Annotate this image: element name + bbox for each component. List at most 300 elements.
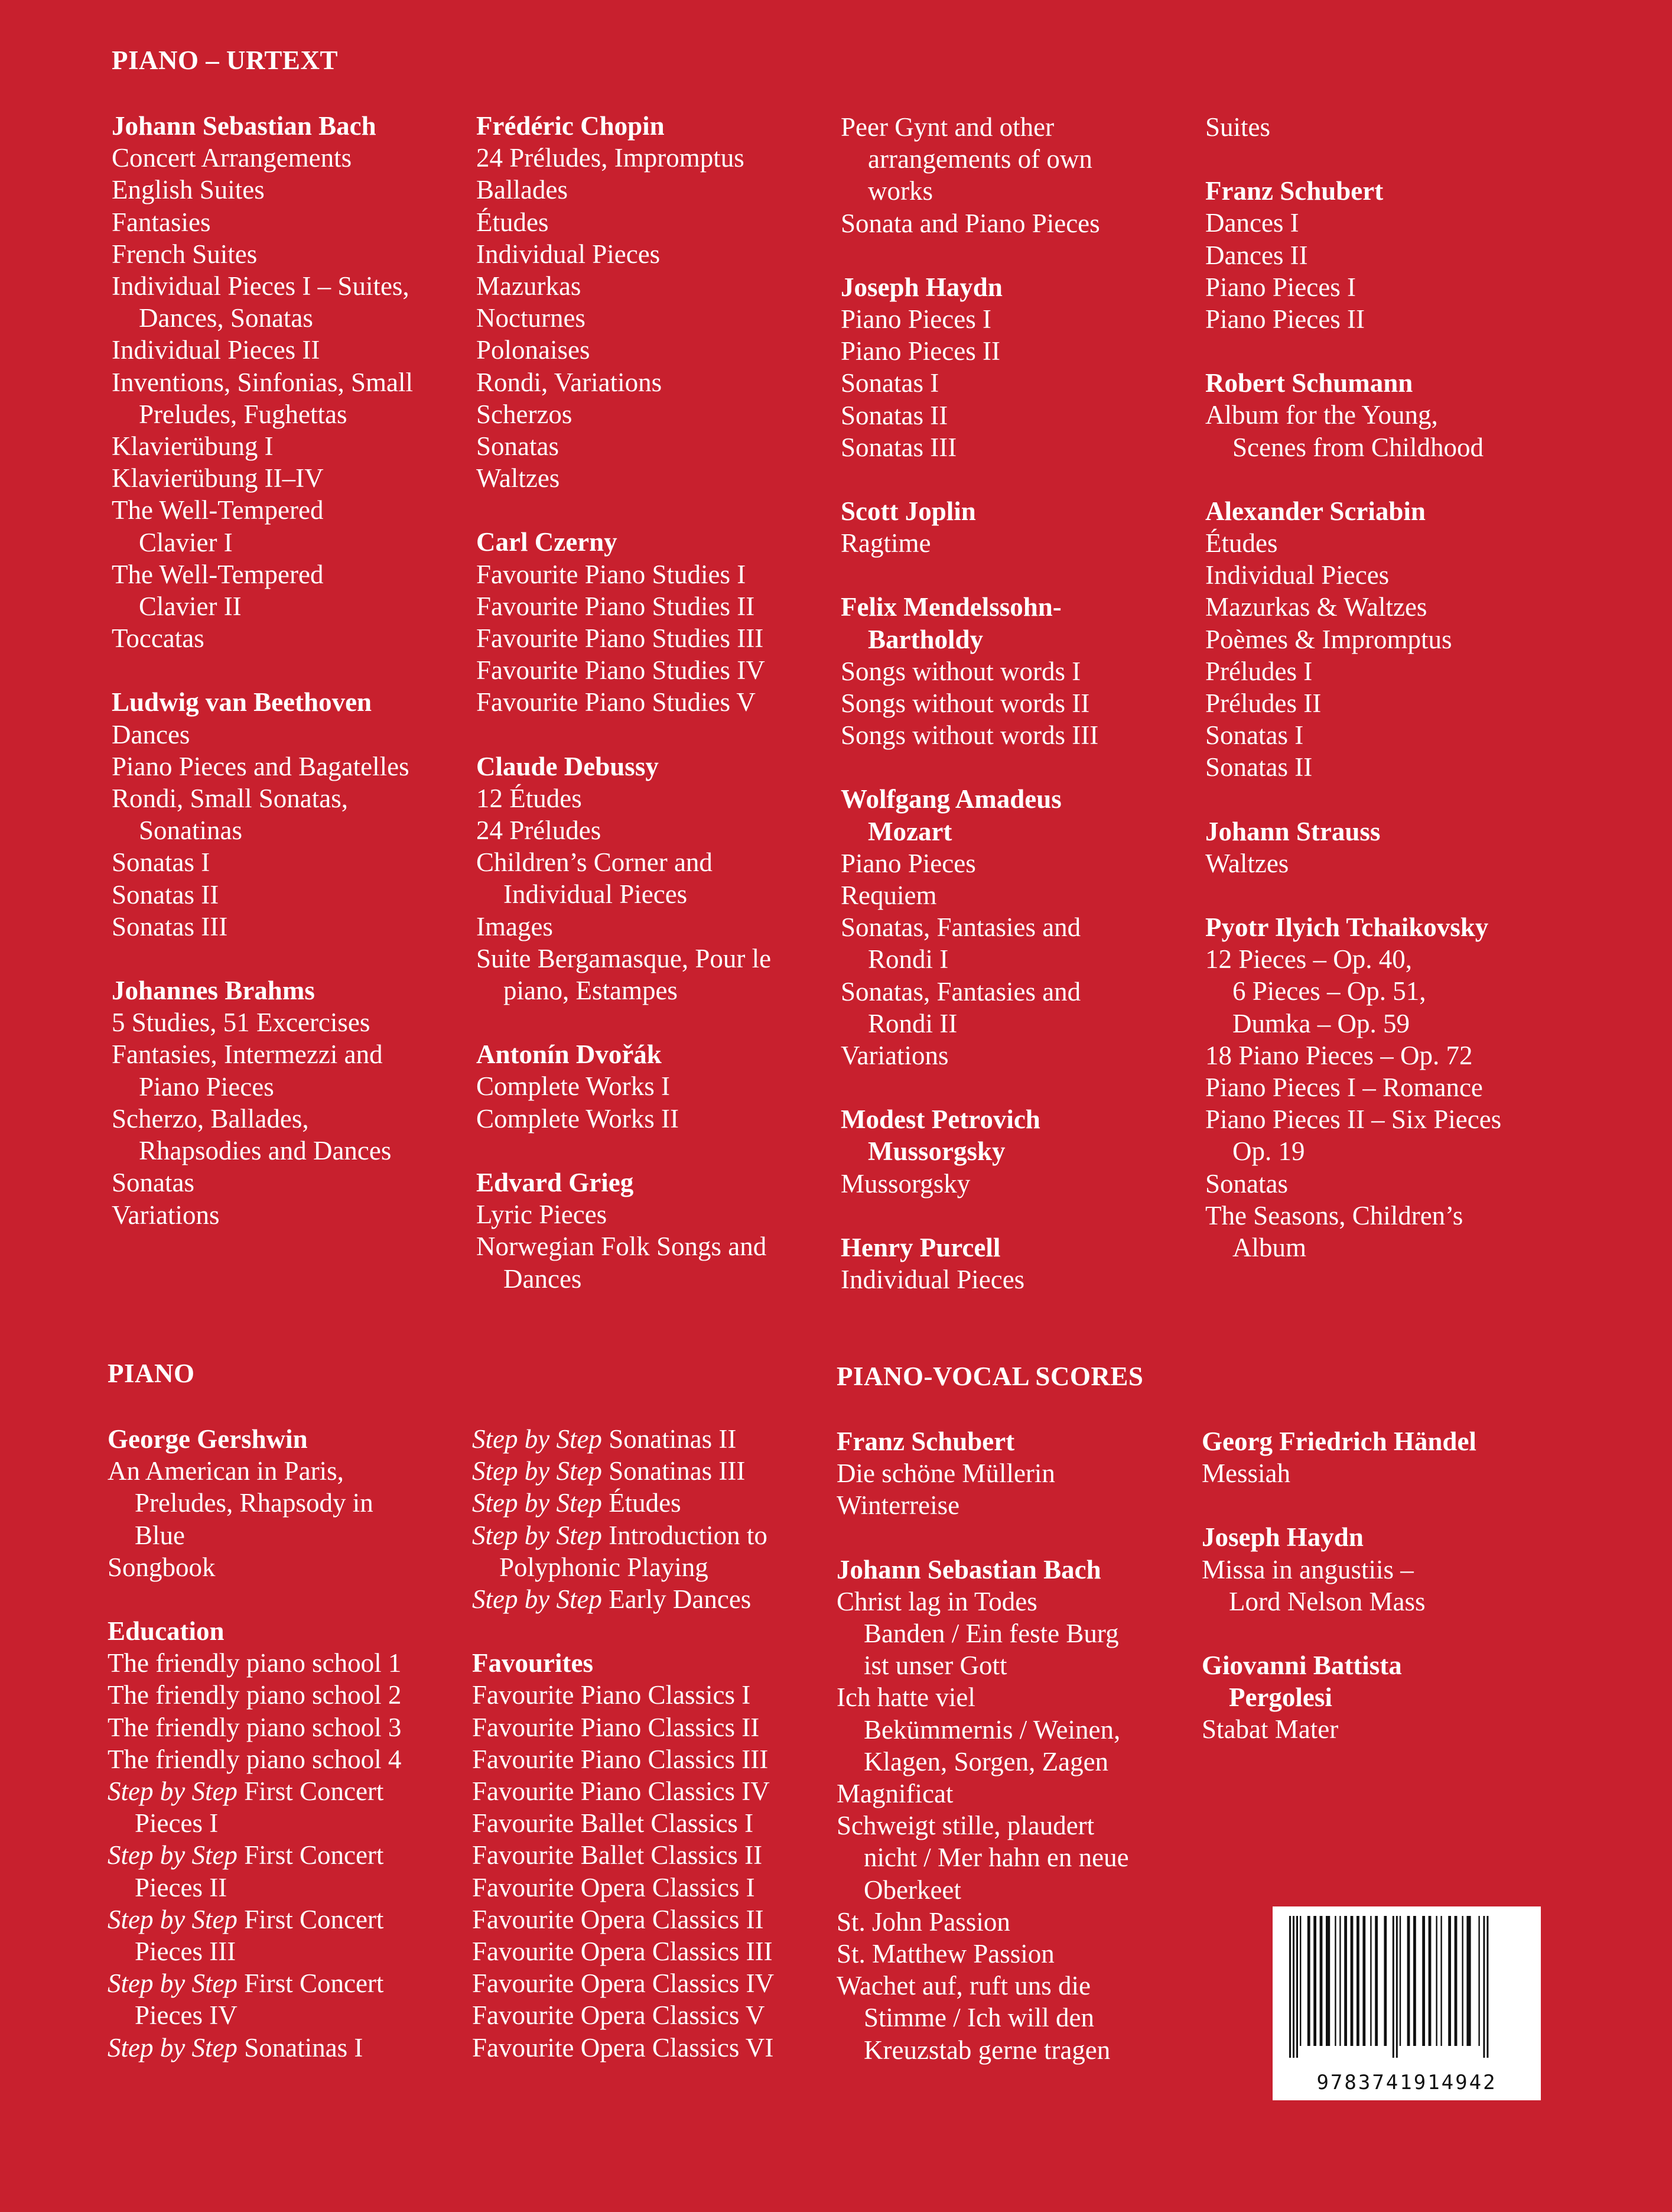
catalog-item [841,719,1195,751]
catalog-item-line: Banden / Ein feste Burg [864,1619,1119,1649]
catalog-item-line: arrangements of own [868,144,1092,174]
composer-block [1205,175,1560,335]
composer-name [1205,495,1560,527]
catalog-item-line: Favourite Piano Studies IV [476,655,765,686]
composer-block [841,591,1195,751]
composer-block [1202,1521,1556,1617]
catalog-item [476,943,831,1006]
catalog-item-line: Step by Step Introduction to [472,1520,767,1550]
catalog-item-line: Rondi I [868,944,949,975]
catalog-item [841,911,1195,975]
catalog-item-line: Sonatas [1205,1168,1288,1198]
barcode-bar [1483,1916,1485,2058]
catalog-item-line: works [868,176,933,206]
catalog-item [476,1070,831,1102]
catalog-item-line: Sonatinas [139,816,242,846]
composer-block [837,1425,1191,1522]
composer-name-line: Frédéric Chopin [476,111,665,141]
series-name: Step by Step [472,1488,602,1518]
catalog-item [472,1679,827,1711]
catalog-item-line: Clavier I [139,527,233,557]
composer-block [1205,367,1560,463]
catalog-item-line: Piano Pieces II – Six Pieces [1205,1105,1502,1135]
catalog-item-line: Ich hatte viel [837,1682,975,1713]
catalog-item-line: Favourite Piano Studies I [476,559,746,589]
barcode-bar [1326,1916,1330,2046]
catalog-item-line: Préludes II [1205,688,1322,719]
catalog-item-line: Winterreise [837,1490,960,1521]
catalog-item-line: Step by Step First Concert [108,1969,384,1999]
catalog-item-line: Favourite Piano Studies II [476,591,755,621]
barcode-bar [1351,1916,1354,2046]
catalog-item-line: St. Matthew Passion [837,1939,1055,1969]
catalog-item-line: Favourite Piano Classics IV [472,1776,770,1807]
composer-name-line: Alexander Scriabin [1205,496,1426,526]
catalog-item-line: Individual Pieces [503,879,688,910]
catalog-item [112,206,466,238]
catalog-item-line: Klavierübung II–IV [112,463,324,493]
catalog-item [837,1938,1191,1970]
composer-block [112,686,466,943]
catalog-item-line: Pieces II [135,1872,227,1902]
catalog-item [108,1839,462,1903]
catalog-item-line: English Suites [112,175,265,205]
barcode-bar [1313,1916,1316,2046]
piano-column-2 [472,1423,827,2064]
barcode-bar [1320,1916,1323,2046]
catalog-item [1205,1071,1560,1103]
catalog-item-line: Favourite Opera Classics V [472,2000,765,2031]
catalog-item [112,879,466,911]
catalog-item [112,1006,466,1038]
composer-name [1202,1649,1556,1713]
barcode-bar [1300,1916,1301,2046]
barcode-bar [1396,1916,1398,2058]
vocal-column-1 [837,1425,1191,2066]
catalog-item [1205,847,1560,879]
composer-block [112,110,466,654]
composer-block [1202,1425,1556,1489]
catalog-item [472,1935,827,1967]
composer-name [1202,1425,1556,1457]
catalog-item-line: Dumka – Op. 59 [1232,1008,1410,1038]
catalog-item [112,558,466,622]
catalog-item-line: Klavierübung I [112,431,274,462]
catalog-item-line: Polonaises [476,335,590,365]
catalog-item [837,1970,1191,2066]
catalog-item-line: 12 Pieces – Op. 40, [1205,944,1412,975]
catalog-item-line: Sonatas [476,431,559,462]
catalog-item [1205,719,1560,751]
catalog-item [476,366,831,398]
catalog-item [112,142,466,174]
catalog-item-line: Individual Pieces [476,239,661,269]
catalog-item-line: Magnificat [837,1779,954,1809]
catalog-item-line: Sonatas I [841,368,939,398]
catalog-item [837,1810,1191,1906]
catalog-item-line: Mussorgsky [841,1168,971,1198]
catalog-item-line: The friendly piano school 3 [108,1712,402,1742]
catalog-item-line: Dances II [1205,240,1308,270]
catalog-item-line: Piano Pieces I – Romance [1205,1073,1483,1103]
barcode-bar [1436,1916,1437,2046]
catalog-item [112,494,466,558]
catalog-item-line: Suite Bergamasque, Pour le [476,943,772,973]
catalog-item-line: Favourite Ballet Classics II [472,1840,763,1870]
series-name: Step by Step [108,1969,238,1999]
barcode-bar [1455,1916,1458,2046]
catalog-item [472,1711,827,1743]
catalog-item-line: Sonatas II [112,879,219,910]
barcode-bar [1462,1916,1463,2046]
composer-block [476,1038,831,1135]
catalog-item-line: Variations [112,1200,220,1230]
catalog-item-line: 6 Pieces – Op. 51, [1232,976,1426,1006]
catalog-item-line: Ragtime [841,528,931,558]
catalog-item [472,1904,827,1935]
catalog-item-line: Requiem [841,881,937,911]
barcode-bar [1407,1916,1410,2046]
catalog-item-line: Piano Pieces [139,1071,274,1102]
composer-name-line: Favourites [472,1648,593,1678]
catalog-item [112,334,466,366]
catalog-item [472,1807,827,1839]
catalog-item [112,911,466,943]
catalog-item [476,270,831,302]
catalog-item-line: Favourite Opera Classics II [472,1904,764,1934]
catalog-item-line: Oberkeet [864,1875,961,1905]
catalog-item [472,1743,827,1775]
catalog-item [476,814,831,846]
catalog-item [112,1103,466,1167]
catalog-item-line: Step by Step First Concert [108,1776,384,1807]
composer-block [108,1423,462,1583]
catalog-item [837,1457,1191,1489]
catalog-item-line: Mazurkas & Waltzes [1205,592,1427,622]
catalog-item-line: Christ lag in Todes [837,1586,1037,1616]
catalog-item-line: nicht / Mer hahn en neue [864,1843,1129,1873]
catalog-item [841,335,1195,367]
catalog-item-line: The friendly piano school 1 [108,1648,402,1678]
catalog-item-line: Nocturnes [476,303,585,333]
catalog-item [476,174,831,206]
catalog-item [1202,1713,1556,1745]
barcode-bar [1362,1916,1365,2046]
catalog-item-line: Step by Step First Concert [108,1840,384,1870]
composer-name [112,975,466,1006]
composer-name-line: Modest Petrovich [841,1105,1040,1135]
catalog-item-line: Toccatas [112,623,204,654]
composer-name [841,271,1195,303]
catalog-item [108,1711,462,1743]
series-name: Step by Step [108,2032,238,2062]
catalog-item [108,1551,462,1583]
composer-name-line: Scott Joplin [841,496,976,527]
composer-block [1205,911,1560,1263]
composer-name [1205,816,1560,847]
barcode-bar [1486,1916,1488,2058]
composer-block [476,1167,831,1295]
catalog-item-line: Études [1205,528,1278,558]
section-title-piano: PIANO [108,1359,195,1388]
composer-name-line: George Gershwin [108,1424,308,1454]
urtext-column-1 [112,110,466,1231]
catalog-item-line: The Well-Tempered [112,495,324,525]
catalog-item-line: Ballades [476,175,568,205]
barcode-bar [1422,1916,1425,2046]
series-name: Step by Step [472,1456,602,1486]
catalog-item-line: Poèmes & Impromptus [1205,624,1452,654]
catalog-item-line: Favourite Ballet Classics I [472,1808,754,1839]
catalog-item [1205,399,1560,463]
catalog-item [108,1904,462,1967]
catalog-item-line: Sonatas II [841,400,948,430]
barcode [1273,1906,1541,2100]
composer-block [837,1554,1191,2066]
catalog-item-line: Bekümmernis / Weinen, [864,1714,1121,1745]
composer-block [472,1647,827,2064]
barcode-bar [1466,1916,1471,2046]
catalog-item-line: Album [1232,1233,1307,1263]
composer-name [841,783,1195,847]
catalog-item-line: Scherzos [476,399,572,429]
catalog-item-line: Step by Step Études [472,1488,681,1518]
catalog-item [472,1839,827,1871]
series-name: Step by Step [472,1584,602,1615]
catalog-item-line: Step by Step First Concert [108,1904,384,1934]
catalog-item [841,879,1195,911]
barcode-bar [1448,1916,1451,2046]
catalog-item-line: Dances [112,719,190,749]
catalog-item [476,1230,831,1294]
composer-name [1205,911,1560,943]
series-name: Step by Step [472,1424,602,1454]
barcode-bar [1393,1916,1394,2058]
catalog-item [476,142,831,174]
catalog-item-line: 18 Piano Pieces – Op. 72 [1205,1040,1473,1070]
composer-name-line: Bartholdy [868,624,984,654]
catalog-item-line: Sonatas I [1205,720,1304,751]
catalog-item-line: Sonatas III [112,911,228,941]
catalog-item [112,751,466,782]
catalog-item [476,430,831,462]
catalog-item-line: Individual Pieces I – Suites, [112,271,409,301]
composer-name-line: Johannes Brahms [112,976,315,1006]
catalog-item-line: Songs without words I [841,656,1081,686]
catalog-item-line: The Well-Tempered [112,559,324,589]
composer-name [108,1615,462,1647]
composer-name-line: Pyotr Ilyich Tchaikovsky [1205,912,1489,943]
catalog-item [476,302,831,334]
catalog-item [476,238,831,270]
composer-name [1205,367,1560,399]
catalog-item [472,1487,827,1519]
catalog-item-line: Messiah [1202,1459,1290,1489]
catalog-item [476,558,831,590]
catalog-item [472,1775,827,1807]
catalog-item [1205,687,1560,719]
catalog-item [1205,623,1560,655]
catalog-item [112,462,466,494]
catalog-item-line: Piano Pieces II [1205,304,1365,334]
composer-name-line: Mussorgsky [868,1136,1006,1167]
catalog-item [476,622,831,654]
urtext-column-2 [476,110,831,1295]
series-name: Step by Step [108,1776,238,1807]
catalog-item [1205,591,1560,623]
catalog-item-line: Études [476,207,549,237]
barcode-bar [1339,1916,1341,2046]
catalog-item [841,527,1195,559]
composer-name [841,591,1195,655]
catalog-item-line: Fantasies, Intermezzi and [112,1040,383,1070]
catalog-item [1202,1457,1556,1489]
catalog-item-line: Favourite Opera Classics IV [472,1969,775,1999]
catalog-item-line: Suites [1205,112,1271,142]
catalog-item [476,782,831,814]
composer-block [841,495,1195,559]
composer-name [112,110,466,142]
catalog-item [112,366,466,430]
catalog-item-line: Piano Pieces and Bagatelles [112,751,409,781]
catalog-item-line: Sonatas III [841,432,957,462]
catalog-item-line: Concert Arrangements [112,143,352,173]
catalog-item-line: The Seasons, Children’s [1205,1200,1463,1230]
catalog-item-line: Favourite Opera Classics I [472,1872,755,1902]
catalog-item-line: Op. 19 [1232,1136,1305,1167]
urtext-column-3 [841,111,1195,1295]
catalog-item-line: Step by Step Sonatinas III [472,1456,746,1486]
catalog-item [841,399,1195,431]
catalog-item [476,1103,831,1135]
catalog-item-line: Favourite Piano Classics I [472,1680,751,1710]
barcode-bar [1413,1916,1416,2046]
catalog-item [472,1455,827,1487]
catalog-item [472,2032,827,2064]
catalog-item-line: Lyric Pieces [476,1200,607,1230]
catalog-item-line: Sonatas, Fantasies and [841,912,1081,943]
barcode-number: 9783741914942 [1316,2071,1497,2094]
catalog-item [108,1743,462,1775]
catalog-item [112,1038,466,1102]
catalog-item-line: Stimme / Ich will den [864,2003,1094,2033]
catalog-item-line: St. John Passion [837,1906,1010,1937]
catalog-item [841,207,1195,239]
catalog-item [841,1168,1195,1200]
catalog-item [1205,1168,1560,1200]
catalog-item [108,1647,462,1679]
composer-name-line: Education [108,1616,225,1646]
catalog-item [841,976,1195,1040]
catalog-item [476,206,831,238]
catalog-item [1205,303,1560,335]
catalog-item [1205,559,1560,591]
catalog-item-line: Dances, Sonatas [139,303,313,333]
composer-name-line: Antonín Dvořák [476,1040,662,1070]
composer-name [472,1647,827,1679]
composer-block [841,271,1195,463]
barcode-bar [1440,1916,1442,2046]
catalog-item [108,1455,462,1551]
catalog-item-line: 24 Préludes, Impromptus [476,143,744,173]
catalog-item [1205,1040,1560,1071]
composer-name-line: Henry Purcell [841,1232,1001,1262]
catalog-item-line: The friendly piano school 2 [108,1680,402,1710]
catalog-item [472,1999,827,2031]
composer-name [1205,175,1560,207]
catalog-item-line: 5 Studies, 51 Excercises [112,1008,370,1038]
catalog-item [837,1681,1191,1778]
barcode-bar [1357,1916,1359,2046]
catalog-item-line: 12 Études [476,783,582,813]
catalog-item-line: Preludes, Fughettas [139,399,347,429]
barcode-bar [1293,1916,1294,2058]
catalog-item-line: Favourite Opera Classics III [472,1937,773,1967]
catalog-item-line: Waltzes [1205,848,1289,878]
composer-name-line: Georg Friedrich Händel [1202,1427,1476,1456]
catalog-item [841,655,1195,687]
composer-name [476,751,831,782]
catalog-item [476,654,831,686]
composer-block [841,1232,1195,1295]
catalog-item [841,431,1195,463]
catalog-item-line: Favourite Piano Studies V [476,687,756,717]
catalog-item-line: French Suites [112,239,258,269]
composer-name [112,686,466,718]
catalog-item-line: Favourite Opera Classics VI [472,2032,774,2062]
composer-name-line: Robert Schumann [1205,368,1413,398]
composer-name-line: Wolfgang Amadeus [841,784,1062,814]
composer-name-line: Johann Sebastian Bach [837,1554,1101,1584]
catalog-item-line: Rhapsodies and Dances [139,1136,392,1166]
catalog-item [1205,655,1560,687]
catalog-item [112,622,466,654]
catalog-item [1205,111,1560,143]
catalog-item-line: Step by Step Sonatinas I [108,2032,363,2062]
catalog-item [108,1679,462,1711]
catalog-item-line: Sonatas I [112,847,210,878]
catalog-item-line: Images [476,911,553,941]
catalog-item-line: Sonata and Piano Pieces [841,208,1100,238]
catalog-item [1205,1200,1560,1263]
catalog-item-line: 24 Préludes [476,816,601,846]
catalog-item [112,430,466,462]
catalog-item-line: piano, Estampes [503,976,678,1006]
composer-name-line: Felix Mendelssohn- [841,592,1062,622]
catalog-item [837,1586,1191,1682]
series-name: Step by Step [108,1904,238,1934]
composer-block [108,1615,462,2064]
catalog-item-line: Sonatas II [1205,752,1313,782]
catalog-item [108,1967,462,2031]
catalog-item-line: Préludes I [1205,656,1313,686]
catalog-item-line: Piano Pieces I [841,304,991,334]
catalog-item [1205,239,1560,271]
catalog-item-line: Clavier II [139,592,242,622]
composer-name-line: Franz Schubert [1205,176,1384,206]
catalog-item [112,846,466,878]
catalog-item-line: Sonatas, Fantasies and [841,976,1081,1006]
catalog-item-line: Pieces III [135,1937,236,1967]
catalog-item-line: Preludes, Rhapsody in [135,1488,373,1518]
composer-name-line: Edvard Grieg [476,1167,634,1197]
catalog-item-line: Klagen, Sorgen, Zagen [864,1746,1109,1776]
composer-block [1205,495,1560,784]
catalog-item [841,687,1195,719]
catalog-item [472,1423,827,1455]
barcode-bars [1287,1916,1527,2058]
catalog-item [112,719,466,751]
